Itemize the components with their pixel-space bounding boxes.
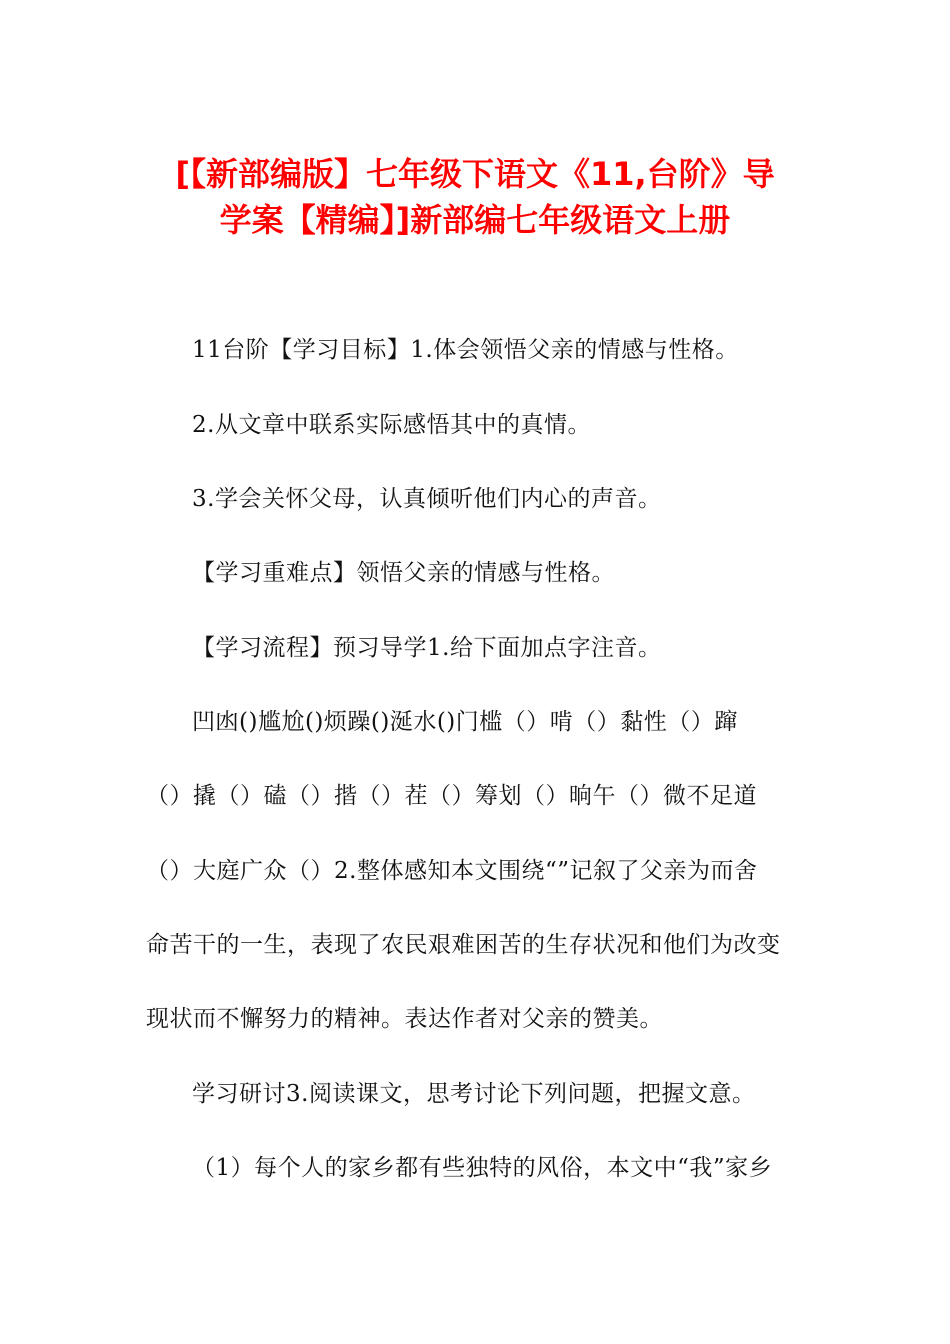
pronunciation-line-1: 凹凼()尴尬()烦躁()涎水()门槛（）啃（）黏性（）蹿 (192, 709, 738, 735)
learning-process-line: 【学习流程】预习导学1.给下面加点字注音。 (192, 635, 662, 661)
objective-3-line: 3.学会关怀父母，认真倾听他们内心的声音。 (192, 486, 662, 512)
document-title-line-2: 学案【精编】]新部编七年级语文上册 (219, 201, 731, 239)
study-discussion-line: 学习研讨3.阅读课文，思考讨论下列问题，把握文意。 (192, 1081, 756, 1107)
learning-objectives-line: 11台阶【学习目标】1.体会领悟父亲的情感与性格。 (192, 337, 739, 363)
pronunciation-line-2: （）撬（）磕（）揩（）茬（）筹划（）晌午（）微不足道 (146, 783, 757, 809)
key-points-line: 【学习重难点】领悟父亲的情感与性格。 (192, 560, 615, 586)
question-1-line: （1）每个人的家乡都有些独特的风俗，本文中“我”家乡 (192, 1155, 773, 1181)
document-title-line-1: [【新部编版】七年级下语文《11,台阶》导 (175, 155, 775, 193)
overall-perception-line-2: 命苦干的一生，表现了农民艰难困苦的生存状况和他们为改变 (146, 932, 781, 958)
overall-perception-line-1: （）大庭广众（）2.整体感知本文围绕“”记叙了父亲为而舍 (146, 858, 758, 884)
objective-2-line: 2.从文章中联系实际感悟其中的真情。 (192, 412, 591, 438)
overall-perception-line-3: 现状而不懈努力的精神。表达作者对父亲的赞美。 (146, 1006, 663, 1032)
